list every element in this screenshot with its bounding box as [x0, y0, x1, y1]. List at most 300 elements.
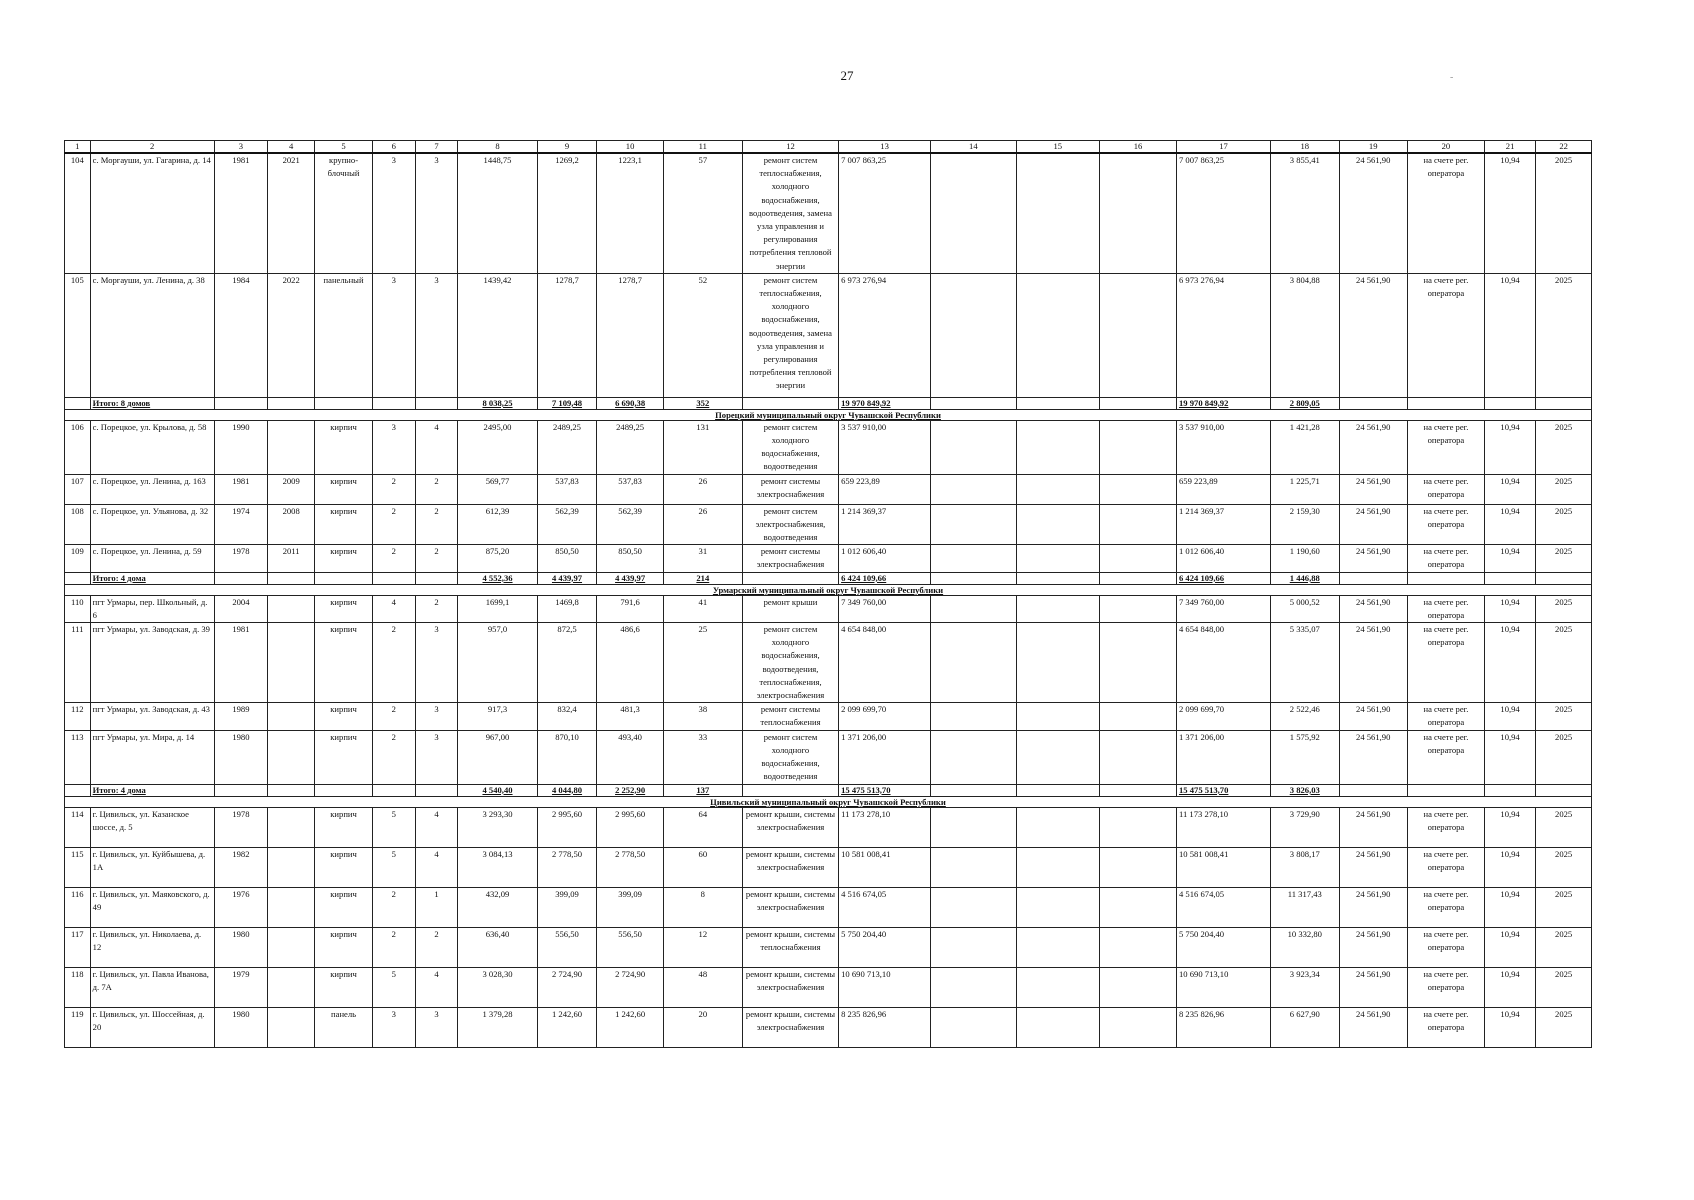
value-c22: 2025 — [1536, 1007, 1592, 1047]
value-c6: 5 — [372, 847, 415, 887]
total-blank — [214, 397, 267, 409]
value-c11: 60 — [663, 847, 742, 887]
value-c19: 24 561,90 — [1339, 887, 1407, 927]
year-last-repair — [268, 595, 315, 622]
value-c11: 131 — [663, 420, 742, 474]
value-c19: 24 561,90 — [1339, 927, 1407, 967]
value-c15 — [1016, 545, 1099, 572]
value-c15 — [1016, 420, 1099, 474]
table-row — [65, 153, 1592, 273]
value-c19: 24 561,90 — [1339, 1007, 1407, 1047]
value-c19: 24 561,90 — [1339, 545, 1407, 572]
value-c14 — [931, 927, 1017, 967]
table-row — [65, 1007, 1592, 1047]
column-number-7: 7 — [415, 141, 458, 154]
column-number-5: 5 — [315, 141, 373, 154]
value-c13: 1 214 369,37 — [839, 504, 931, 545]
value-c15 — [1016, 807, 1099, 847]
total-blank — [742, 572, 838, 584]
total-blank — [1484, 397, 1535, 409]
value-c14 — [931, 545, 1017, 572]
value-c10: 399,09 — [597, 887, 663, 927]
value-c16 — [1100, 927, 1177, 967]
value-c11: 26 — [663, 474, 742, 504]
total-c13: 15 475 513,70 — [839, 784, 931, 796]
value-c18: 2 522,46 — [1271, 703, 1339, 730]
value-c10: 1278,7 — [597, 273, 663, 397]
year-built: 1981 — [214, 623, 267, 703]
house-address: г. Цивильск, ул. Маяковского, д. 49 — [90, 887, 214, 927]
column-number-18: 18 — [1271, 141, 1339, 154]
house-address: пгт Урмары, пер. Школьный, д. 6 — [90, 595, 214, 622]
value-c22: 2025 — [1536, 153, 1592, 273]
value-c11: 25 — [663, 623, 742, 703]
value-c7: 2 — [415, 474, 458, 504]
value-c6: 2 — [372, 474, 415, 504]
value-c6: 2 — [372, 730, 415, 784]
value-c21: 10,94 — [1484, 474, 1535, 504]
value-c10: 2 778,50 — [597, 847, 663, 887]
value-c17: 7 349 760,00 — [1176, 595, 1270, 622]
year-built: 1978 — [214, 807, 267, 847]
value-c14 — [931, 847, 1017, 887]
value-c14 — [931, 153, 1017, 273]
repair-works: ремонт крыши, системы электроснабжения — [742, 1007, 838, 1047]
total-c11: 352 — [663, 397, 742, 409]
value-c22: 2025 — [1536, 595, 1592, 622]
value-c10: 486,6 — [597, 623, 663, 703]
district-heading: Порецкий муниципальный округ Чувашской Республики — [65, 409, 1592, 420]
value-c6: 3 — [372, 420, 415, 474]
value-c22: 2025 — [1536, 420, 1592, 474]
value-c11: 41 — [663, 595, 742, 622]
year-last-repair — [268, 927, 315, 967]
value-c15 — [1016, 730, 1099, 784]
value-c9: 872,5 — [537, 623, 597, 703]
value-c7: 4 — [415, 807, 458, 847]
value-c16 — [1100, 273, 1177, 397]
column-number-4: 4 — [268, 141, 315, 154]
value-c21: 10,94 — [1484, 807, 1535, 847]
district-heading-row — [65, 796, 1592, 807]
value-c13: 7 007 863,25 — [839, 153, 931, 273]
value-c22: 2025 — [1536, 474, 1592, 504]
value-c21: 10,94 — [1484, 730, 1535, 784]
value-c18: 6 627,90 — [1271, 1007, 1339, 1047]
table-row — [65, 595, 1592, 622]
value-c10: 1223,1 — [597, 153, 663, 273]
value-c7: 4 — [415, 967, 458, 1007]
value-c17: 1 371 206,00 — [1176, 730, 1270, 784]
value-c9: 1469,8 — [537, 595, 597, 622]
value-c18: 11 317,43 — [1271, 887, 1339, 927]
value-c19: 24 561,90 — [1339, 595, 1407, 622]
value-c10: 1 242,60 — [597, 1007, 663, 1047]
value-c18: 3 729,90 — [1271, 807, 1339, 847]
value-c19: 24 561,90 — [1339, 730, 1407, 784]
value-c9: 2 724,90 — [537, 967, 597, 1007]
value-c8: 1 379,28 — [458, 1007, 537, 1047]
column-number-22: 22 — [1536, 141, 1592, 154]
value-c15 — [1016, 847, 1099, 887]
year-built: 2004 — [214, 595, 267, 622]
value-c8: 967,00 — [458, 730, 537, 784]
repair-works: ремонт крыши, системы электроснабжения — [742, 807, 838, 847]
wall-material: кирпич — [315, 927, 373, 967]
value-c8: 917,3 — [458, 703, 537, 730]
register-table — [64, 140, 1592, 1048]
value-c21: 10,94 — [1484, 623, 1535, 703]
house-address: с. Порецкое, ул. Ленина, д. 59 — [90, 545, 214, 572]
value-c6: 2 — [372, 623, 415, 703]
value-c22: 2025 — [1536, 730, 1592, 784]
value-c17: 4 654 848,00 — [1176, 623, 1270, 703]
value-c11: 38 — [663, 703, 742, 730]
house-address: пгт Урмары, ул. Заводская, д. 39 — [90, 623, 214, 703]
year-built: 1976 — [214, 887, 267, 927]
value-c15 — [1016, 273, 1099, 397]
value-c11: 57 — [663, 153, 742, 273]
value-c8: 1699,1 — [458, 595, 537, 622]
house-address: с. Моргауши, ул. Ленина, д. 38 — [90, 273, 214, 397]
value-c19: 24 561,90 — [1339, 273, 1407, 397]
value-c9: 2 995,60 — [537, 807, 597, 847]
value-c21: 10,94 — [1484, 1007, 1535, 1047]
value-c20: на счете рег. оператора — [1407, 273, 1484, 397]
value-c9: 1278,7 — [537, 273, 597, 397]
value-c9: 1 242,60 — [537, 1007, 597, 1047]
value-c18: 10 332,80 — [1271, 927, 1339, 967]
value-c20: на счете рег. оператора — [1407, 1007, 1484, 1047]
total-blank — [1536, 572, 1592, 584]
wall-material: кирпич — [315, 623, 373, 703]
total-blank — [65, 572, 91, 584]
value-c9: 2489,25 — [537, 420, 597, 474]
value-c22: 2025 — [1536, 927, 1592, 967]
total-c13: 6 424 109,66 — [839, 572, 931, 584]
row-number: 114 — [65, 807, 91, 847]
repair-works: ремонт крыши — [742, 595, 838, 622]
year-built: 1982 — [214, 847, 267, 887]
column-number-21: 21 — [1484, 141, 1535, 154]
total-c18: 1 446,88 — [1271, 572, 1339, 584]
value-c9: 850,50 — [537, 545, 597, 572]
wall-material: кирпич — [315, 420, 373, 474]
value-c8: 2495,00 — [458, 420, 537, 474]
value-c13: 2 099 699,70 — [839, 703, 931, 730]
row-number: 109 — [65, 545, 91, 572]
value-c7: 2 — [415, 595, 458, 622]
total-blank — [268, 784, 315, 796]
year-built: 1974 — [214, 504, 267, 545]
value-c7: 2 — [415, 927, 458, 967]
table-row — [65, 927, 1592, 967]
row-number: 110 — [65, 595, 91, 622]
value-c8: 569,77 — [458, 474, 537, 504]
value-c14 — [931, 623, 1017, 703]
register-body — [65, 141, 1592, 1048]
value-c14 — [931, 807, 1017, 847]
total-blank — [65, 784, 91, 796]
value-c21: 10,94 — [1484, 153, 1535, 273]
value-c18: 3 808,17 — [1271, 847, 1339, 887]
wall-material: кирпич — [315, 545, 373, 572]
value-c8: 3 028,30 — [458, 967, 537, 1007]
total-blank — [931, 397, 1017, 409]
table-row — [65, 545, 1592, 572]
value-c14 — [931, 730, 1017, 784]
value-c7: 2 — [415, 545, 458, 572]
value-c15 — [1016, 967, 1099, 1007]
total-blank — [742, 397, 838, 409]
repair-works: ремонт системы электроснабжения — [742, 545, 838, 572]
value-c20: на счете рег. оператора — [1407, 504, 1484, 545]
value-c9: 832,4 — [537, 703, 597, 730]
value-c6: 5 — [372, 807, 415, 847]
value-c18: 1 225,71 — [1271, 474, 1339, 504]
value-c18: 5 000,52 — [1271, 595, 1339, 622]
repair-works: ремонт крыши, системы теплоснабжения — [742, 927, 838, 967]
value-c11: 8 — [663, 887, 742, 927]
value-c8: 875,20 — [458, 545, 537, 572]
value-c8: 3 293,30 — [458, 807, 537, 847]
total-blank — [1016, 784, 1099, 796]
house-address: с. Моргауши, ул. Гагарина, д. 14 — [90, 153, 214, 273]
value-c16 — [1100, 623, 1177, 703]
value-c17: 6 973 276,94 — [1176, 273, 1270, 397]
value-c13: 659 223,89 — [839, 474, 931, 504]
repair-works: ремонт крыши, системы электроснабжения — [742, 967, 838, 1007]
house-address: с. Порецкое, ул. Ленина, д. 163 — [90, 474, 214, 504]
year-last-repair: 2022 — [268, 273, 315, 397]
year-last-repair — [268, 887, 315, 927]
value-c19: 24 561,90 — [1339, 474, 1407, 504]
total-blank — [742, 784, 838, 796]
value-c13: 1 371 206,00 — [839, 730, 931, 784]
total-c10: 2 252,90 — [597, 784, 663, 796]
repair-works: ремонт систем теплоснабжения, холодного водоснабжения, водоотведения, замена узла управления и регулирования потребления тепловой энергии — [742, 153, 838, 273]
value-c11: 31 — [663, 545, 742, 572]
value-c14 — [931, 420, 1017, 474]
total-blank — [1100, 397, 1177, 409]
value-c15 — [1016, 927, 1099, 967]
wall-material: крупно-блочный — [315, 153, 373, 273]
value-c16 — [1100, 847, 1177, 887]
value-c6: 3 — [372, 1007, 415, 1047]
value-c13: 10 581 008,41 — [839, 847, 931, 887]
value-c10: 562,39 — [597, 504, 663, 545]
value-c6: 2 — [372, 887, 415, 927]
value-c8: 636,40 — [458, 927, 537, 967]
column-number-row — [65, 141, 1592, 154]
total-c17: 6 424 109,66 — [1176, 572, 1270, 584]
repair-works: ремонт системы электроснабжения — [742, 474, 838, 504]
value-c11: 52 — [663, 273, 742, 397]
value-c21: 10,94 — [1484, 927, 1535, 967]
year-last-repair — [268, 420, 315, 474]
value-c17: 11 173 278,10 — [1176, 807, 1270, 847]
value-c20: на счете рег. оператора — [1407, 967, 1484, 1007]
column-number-19: 19 — [1339, 141, 1407, 154]
value-c17: 3 537 910,00 — [1176, 420, 1270, 474]
value-c10: 791,6 — [597, 595, 663, 622]
value-c11: 48 — [663, 967, 742, 1007]
value-c13: 4 516 674,05 — [839, 887, 931, 927]
value-c15 — [1016, 153, 1099, 273]
total-blank — [372, 397, 415, 409]
column-number-11: 11 — [663, 141, 742, 154]
value-c11: 20 — [663, 1007, 742, 1047]
column-number-15: 15 — [1016, 141, 1099, 154]
total-c10: 4 439,97 — [597, 572, 663, 584]
value-c8: 1439,42 — [458, 273, 537, 397]
value-c20: на счете рег. оператора — [1407, 420, 1484, 474]
year-last-repair: 2008 — [268, 504, 315, 545]
table-row — [65, 967, 1592, 1007]
total-blank — [1016, 572, 1099, 584]
house-address: пгт Урмары, ул. Мира, д. 14 — [90, 730, 214, 784]
year-last-repair — [268, 847, 315, 887]
year-last-repair — [268, 730, 315, 784]
value-c13: 5 750 204,40 — [839, 927, 931, 967]
value-c20: на счете рег. оператора — [1407, 927, 1484, 967]
value-c18: 3 804,88 — [1271, 273, 1339, 397]
value-c7: 2 — [415, 504, 458, 545]
value-c22: 2025 — [1536, 545, 1592, 572]
value-c10: 2489,25 — [597, 420, 663, 474]
value-c22: 2025 — [1536, 504, 1592, 545]
value-c14 — [931, 967, 1017, 1007]
page-number: 27 — [840, 68, 854, 83]
value-c18: 3 923,34 — [1271, 967, 1339, 1007]
total-c8: 8 038,25 — [458, 397, 537, 409]
value-c22: 2025 — [1536, 967, 1592, 1007]
value-c8: 3 084,13 — [458, 847, 537, 887]
total-blank — [315, 397, 373, 409]
value-c6: 2 — [372, 927, 415, 967]
row-number: 105 — [65, 273, 91, 397]
value-c19: 24 561,90 — [1339, 847, 1407, 887]
value-c19: 24 561,90 — [1339, 967, 1407, 1007]
wall-material: панель — [315, 1007, 373, 1047]
total-c11: 214 — [663, 572, 742, 584]
value-c7: 3 — [415, 153, 458, 273]
capital-repair-register — [64, 140, 1592, 1048]
total-blank — [1339, 397, 1407, 409]
house-address: г. Цивильск, ул. Павла Иванова, д. 7А — [90, 967, 214, 1007]
house-address: с. Порецкое, ул. Ульянова, д. 32 — [90, 504, 214, 545]
total-c18: 3 826,03 — [1271, 784, 1339, 796]
value-c20: на счете рег. оператора — [1407, 153, 1484, 273]
year-built: 1981 — [214, 153, 267, 273]
value-c20: на счете рег. оператора — [1407, 847, 1484, 887]
value-c20: на счете рег. оператора — [1407, 474, 1484, 504]
value-c22: 2025 — [1536, 273, 1592, 397]
value-c11: 12 — [663, 927, 742, 967]
table-row — [65, 420, 1592, 474]
total-blank — [1484, 784, 1535, 796]
total-blank — [1407, 397, 1484, 409]
value-c10: 556,50 — [597, 927, 663, 967]
value-c22: 2025 — [1536, 807, 1592, 847]
total-blank — [1339, 784, 1407, 796]
total-label: Итого: 8 домов — [90, 397, 214, 409]
value-c8: 1448,75 — [458, 153, 537, 273]
value-c14 — [931, 595, 1017, 622]
total-c9: 7 109,48 — [537, 397, 597, 409]
value-c16 — [1100, 420, 1177, 474]
value-c21: 10,94 — [1484, 967, 1535, 1007]
value-c21: 10,94 — [1484, 420, 1535, 474]
value-c20: на счете рег. оператора — [1407, 730, 1484, 784]
value-c6: 3 — [372, 153, 415, 273]
table-row — [65, 273, 1592, 397]
year-built: 1989 — [214, 703, 267, 730]
column-number-2: 2 — [90, 141, 214, 154]
value-c18: 2 159,30 — [1271, 504, 1339, 545]
value-c14 — [931, 703, 1017, 730]
value-c13: 3 537 910,00 — [839, 420, 931, 474]
total-c8: 4 552,36 — [458, 572, 537, 584]
value-c7: 3 — [415, 273, 458, 397]
value-c19: 24 561,90 — [1339, 703, 1407, 730]
value-c13: 7 349 760,00 — [839, 595, 931, 622]
value-c17: 7 007 863,25 — [1176, 153, 1270, 273]
value-c21: 10,94 — [1484, 504, 1535, 545]
house-address: г. Цивильск, ул. Куйбышева, д. 1А — [90, 847, 214, 887]
total-blank — [214, 572, 267, 584]
wall-material: кирпич — [315, 887, 373, 927]
district-heading: Цивильский муниципальный округ Чувашской Республики — [65, 796, 1592, 807]
total-c10: 6 690,38 — [597, 397, 663, 409]
column-number-8: 8 — [458, 141, 537, 154]
value-c10: 2 995,60 — [597, 807, 663, 847]
total-row — [65, 572, 1592, 584]
value-c6: 5 — [372, 967, 415, 1007]
value-c7: 3 — [415, 730, 458, 784]
year-last-repair — [268, 703, 315, 730]
table-row — [65, 474, 1592, 504]
row-number: 107 — [65, 474, 91, 504]
total-blank — [214, 784, 267, 796]
repair-works: ремонт крыши, системы электроснабжения — [742, 887, 838, 927]
value-c17: 1 012 606,40 — [1176, 545, 1270, 572]
total-c9: 4 044,80 — [537, 784, 597, 796]
wall-material: кирпич — [315, 807, 373, 847]
value-c18: 1 575,92 — [1271, 730, 1339, 784]
value-c6: 4 — [372, 595, 415, 622]
repair-works: ремонт системы теплоснабжения — [742, 703, 838, 730]
total-c8: 4 540,40 — [458, 784, 537, 796]
table-row — [65, 807, 1592, 847]
value-c10: 2 724,90 — [597, 967, 663, 1007]
total-row — [65, 397, 1592, 409]
table-row — [65, 504, 1592, 545]
total-c9: 4 439,97 — [537, 572, 597, 584]
total-c17: 19 970 849,92 — [1176, 397, 1270, 409]
total-blank — [268, 397, 315, 409]
value-c22: 2025 — [1536, 703, 1592, 730]
value-c9: 870,10 — [537, 730, 597, 784]
value-c13: 6 973 276,94 — [839, 273, 931, 397]
repair-works: ремонт систем холодного водоснабжения, водоотведения, теплоснабжения, электроснабжения — [742, 623, 838, 703]
total-blank — [1016, 397, 1099, 409]
column-number-16: 16 — [1100, 141, 1177, 154]
row-number: 104 — [65, 153, 91, 273]
value-c14 — [931, 474, 1017, 504]
value-c14 — [931, 504, 1017, 545]
value-c17: 1 214 369,37 — [1176, 504, 1270, 545]
